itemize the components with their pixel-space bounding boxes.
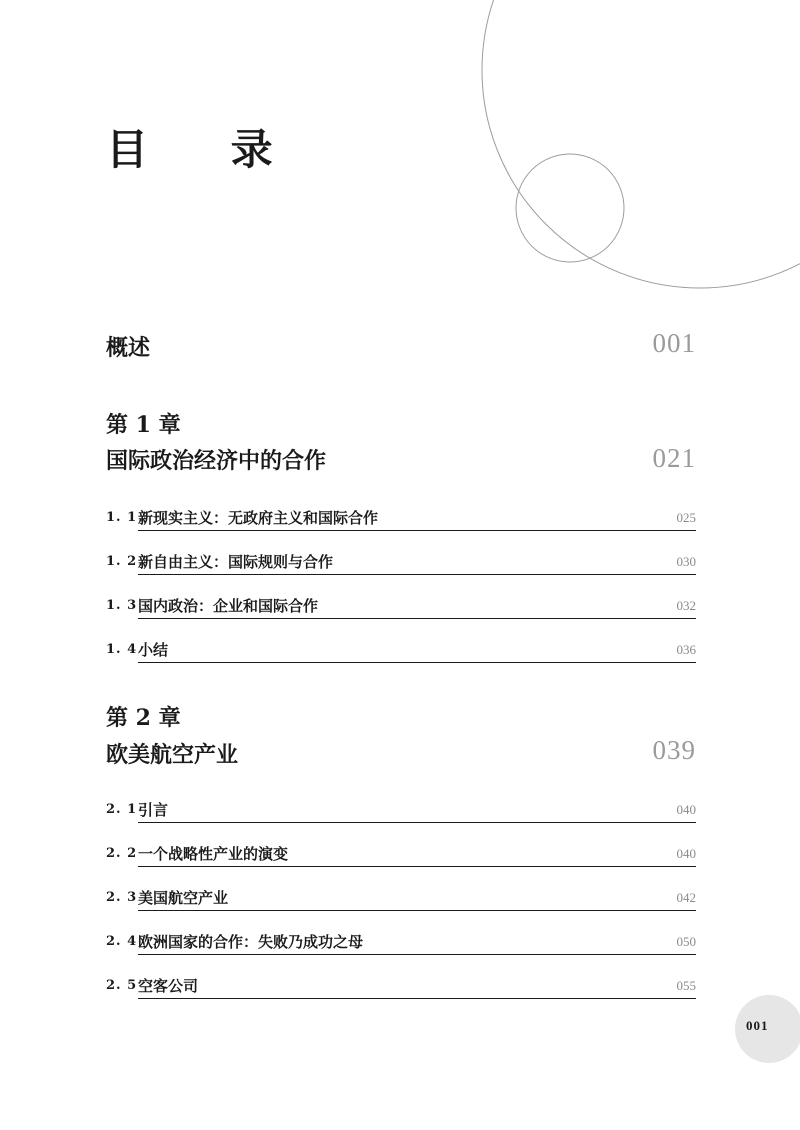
toc-entry[interactable]: [106, 932, 696, 956]
toc-entry[interactable]: [106, 596, 696, 620]
toc-entry[interactable]: [106, 552, 696, 576]
section-row-rule: [138, 552, 696, 575]
section-page-number: 032: [676, 598, 696, 613]
section-row-rule: [138, 508, 696, 531]
chapter-1-page-number: 021: [652, 443, 696, 473]
section-row-rule: [138, 844, 696, 867]
section-row-rule: [138, 976, 696, 999]
section-row-rule: [138, 640, 696, 663]
section-title: 小结: [138, 641, 169, 659]
toc-entry[interactable]: [106, 640, 696, 664]
chapter-1-label: 第 1 章: [106, 412, 181, 438]
section-number: 1. 4: [106, 642, 138, 657]
section-row-rule: [138, 800, 696, 823]
section-row-rule: [138, 888, 696, 911]
section-number: 1. 2: [106, 554, 138, 569]
chapter-2-page-number: 039: [652, 735, 696, 765]
section-number: 1. 1: [106, 510, 138, 525]
section-number: 2. 4: [106, 934, 138, 949]
section-page-number: 036: [676, 642, 696, 657]
toc-entry[interactable]: [106, 976, 696, 1000]
section-number: 2. 2: [106, 846, 138, 861]
section-number: 2. 1: [106, 802, 138, 817]
page-title: 目 录: [106, 125, 307, 174]
toc-entry[interactable]: [106, 800, 696, 824]
section-number: 2. 5: [106, 978, 138, 993]
section-row-rule: [138, 932, 696, 955]
toc-entry[interactable]: [106, 508, 696, 532]
section-page-number: 025: [676, 510, 696, 525]
section-title: 新现实主义：无政府主义和国际合作: [138, 509, 379, 527]
folio-page-number: 001: [746, 1018, 769, 1033]
section-page-number: 040: [676, 802, 696, 817]
large-arc-circle: [482, 0, 800, 288]
section-title: 欧洲国家的合作：失败乃成功之母: [138, 933, 364, 951]
section-title: 一个战略性产业的演变: [138, 845, 289, 863]
chapter-1-title: 国际政治经济中的合作: [106, 448, 327, 474]
section-page-number: 055: [676, 978, 696, 993]
small-circle: [516, 154, 624, 262]
overview-title: 概述: [106, 335, 151, 361]
section-title: 新自由主义：国际规则与合作: [138, 553, 334, 571]
section-title: 引言: [138, 801, 169, 819]
section-page-number: 040: [676, 846, 696, 861]
section-title: 国内政治：企业和国际合作: [138, 597, 319, 615]
chapter-2-title: 欧美航空产业: [106, 742, 239, 768]
folio-badge: [735, 995, 800, 1063]
section-title: 美国航空产业: [138, 889, 229, 907]
section-page-number: 042: [676, 890, 696, 905]
section-page-number: 050: [676, 934, 696, 949]
section-number: 2. 3: [106, 890, 138, 905]
overview-page-number: 001: [652, 328, 696, 358]
chapter-2-label: 第 2 章: [106, 705, 181, 731]
section-row-rule: [138, 596, 696, 619]
section-number: 1. 3: [106, 598, 138, 613]
section-title: 空客公司: [138, 977, 199, 995]
toc-entry[interactable]: [106, 844, 696, 868]
section-page-number: 030: [676, 554, 696, 569]
toc-entry[interactable]: [106, 888, 696, 912]
